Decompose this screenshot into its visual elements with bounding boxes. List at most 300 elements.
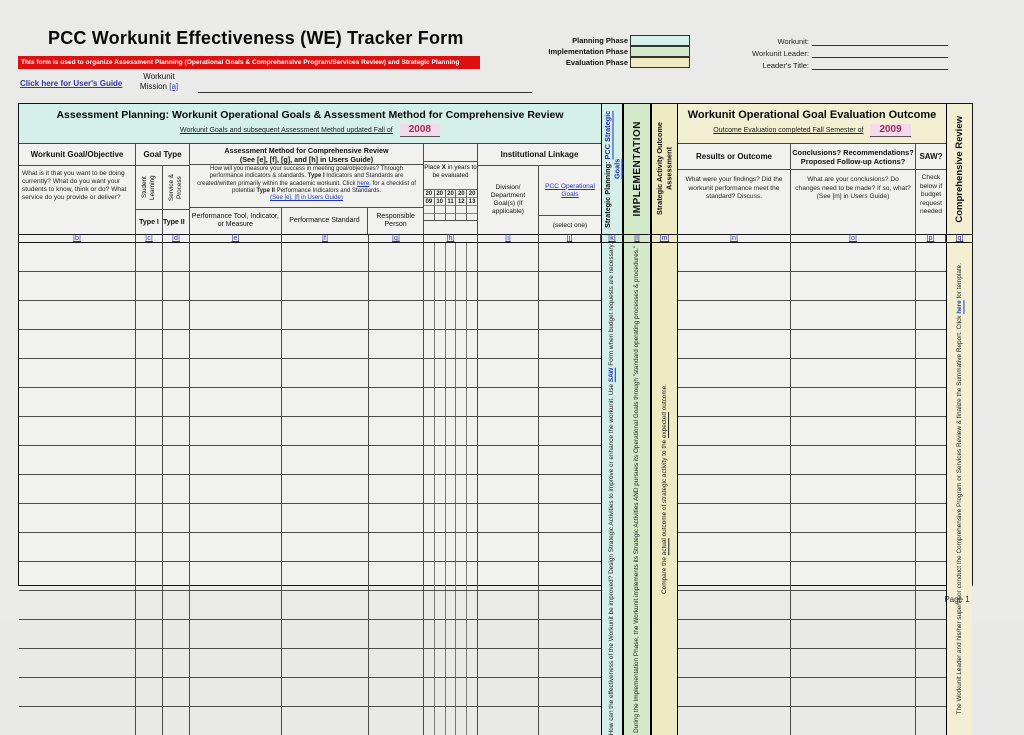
type2-cell[interactable] <box>163 504 190 532</box>
responsible-person-cell[interactable] <box>369 591 424 619</box>
table-row <box>678 446 946 475</box>
responsible-person-cell[interactable] <box>369 417 424 445</box>
responsible-person-cell[interactable] <box>369 301 424 329</box>
evaluation-outcome-title: Workunit Operational Goal Evaluation Outcome <box>687 109 937 121</box>
table-row <box>19 620 601 649</box>
ref-f[interactable]: [f] <box>282 235 369 242</box>
type2-cell[interactable] <box>163 649 190 677</box>
saw-cell[interactable] <box>916 649 946 677</box>
ref-l[interactable]: [l] <box>623 235 651 242</box>
assessment-method-desc: How will you measure your success in meeting goal/objectives? Through performance indicators & standards. Type I Indicators and Standards are created/written primarily within the academic workunit. Click here. for a checklist of potential Type II Performance Indicators and Standards. (See [e], [f] in Users Guide) <box>190 165 423 208</box>
performance-tool-cell[interactable] <box>190 649 282 677</box>
results-cell[interactable] <box>678 649 791 677</box>
comprehensive-review-stripe <box>946 104 972 234</box>
performance-standard-cell[interactable] <box>282 707 369 735</box>
performance-standard-header: Performance Standard <box>282 208 369 234</box>
performance-tool-cell[interactable] <box>190 446 282 474</box>
division-goal-cell[interactable] <box>478 330 539 358</box>
institutional-linkage-header: Institutional Linkage <box>478 144 601 166</box>
conclusions-cell[interactable] <box>791 301 916 329</box>
responsible-person-cell[interactable] <box>369 504 424 532</box>
conclusions-cell[interactable] <box>791 533 916 561</box>
column-assessment-method <box>190 144 424 234</box>
goal-cell[interactable] <box>19 301 136 329</box>
type2-cell[interactable] <box>163 678 190 706</box>
conclusions-cell[interactable] <box>791 446 916 474</box>
outcome-assessment-stripe <box>651 104 678 234</box>
service-process-label: Service & Process <box>168 174 183 201</box>
year-cells[interactable] <box>424 359 478 387</box>
table-row <box>19 591 601 620</box>
pcc-goal-cell[interactable] <box>539 504 601 532</box>
student-learning-label: Student Learning <box>136 166 163 209</box>
saw-cell[interactable] <box>916 533 946 561</box>
type2-cell[interactable] <box>163 475 190 503</box>
performance-standard-cell[interactable] <box>282 504 369 532</box>
saw-cell[interactable] <box>916 707 946 735</box>
table-row <box>678 649 946 678</box>
goal-cell[interactable] <box>19 330 136 358</box>
year-cells[interactable] <box>424 620 478 648</box>
performance-tool-cell[interactable] <box>190 678 282 706</box>
pcc-goal-cell[interactable] <box>539 620 601 648</box>
responsible-person-cell[interactable] <box>369 678 424 706</box>
goal-cell[interactable] <box>19 417 136 445</box>
results-cell[interactable] <box>678 562 791 590</box>
year-cells[interactable] <box>424 272 478 300</box>
performance-tool-cell[interactable] <box>190 707 282 735</box>
type2-cell[interactable] <box>163 301 190 329</box>
type1-cell[interactable] <box>136 678 163 706</box>
goal-cell[interactable] <box>19 533 136 561</box>
type1-cell[interactable] <box>136 417 163 445</box>
conclusions-cell[interactable] <box>791 620 916 648</box>
planning-body-grid <box>19 243 601 735</box>
results-cell[interactable] <box>678 504 791 532</box>
results-cell[interactable] <box>678 243 791 271</box>
performance-tool-cell[interactable] <box>190 620 282 648</box>
goal-objective-header: Workunit Goal/Objective <box>19 144 135 166</box>
results-cell[interactable] <box>678 707 791 735</box>
ref-d[interactable]: [d] <box>163 235 190 242</box>
type1-cell[interactable] <box>136 359 163 387</box>
year-columns <box>424 189 477 220</box>
results-cell[interactable] <box>678 417 791 445</box>
year-cells[interactable] <box>424 533 478 561</box>
responsible-person-cell[interactable] <box>369 243 424 271</box>
performance-tool-cell[interactable] <box>190 359 282 387</box>
performance-tool-cell[interactable] <box>190 272 282 300</box>
type2-label: Type II <box>163 218 185 226</box>
goal-cell[interactable] <box>19 562 136 590</box>
conclusions-cell[interactable] <box>791 649 916 677</box>
saw-cell[interactable] <box>916 446 946 474</box>
saw-cell[interactable] <box>916 475 946 503</box>
evaluation-phase-cell[interactable] <box>630 57 690 68</box>
type1-cell[interactable] <box>136 533 163 561</box>
table-row <box>19 475 601 504</box>
type2-cell[interactable] <box>163 620 190 648</box>
goal-cell[interactable] <box>19 649 136 677</box>
year-cells[interactable] <box>424 388 478 416</box>
performance-tool-cell[interactable] <box>190 533 282 561</box>
performance-standard-cell[interactable] <box>282 417 369 445</box>
leader-input-line[interactable] <box>812 48 948 58</box>
saw-desc: Check below if budget request needed <box>919 174 943 215</box>
type2-cell[interactable] <box>163 243 190 271</box>
conclusions-cell[interactable] <box>791 388 916 416</box>
division-goal-cell[interactable] <box>478 243 539 271</box>
type2-cell[interactable] <box>163 591 190 619</box>
type1-cell[interactable] <box>136 475 163 503</box>
users-guide-link[interactable]: Click here for User's Guide <box>20 79 123 88</box>
performance-tool-cell[interactable] <box>190 591 282 619</box>
type2-cell[interactable] <box>163 417 190 445</box>
conclusions-cell[interactable] <box>791 330 916 358</box>
conclusions-cell[interactable] <box>791 272 916 300</box>
year-cells[interactable] <box>424 475 478 503</box>
pcc-goal-cell[interactable] <box>539 591 601 619</box>
mission-ref-link[interactable]: [a] <box>169 82 179 91</box>
type1-cell[interactable] <box>136 707 163 735</box>
results-cell[interactable] <box>678 301 791 329</box>
year-cells[interactable] <box>424 504 478 532</box>
table-row <box>19 533 601 562</box>
results-cell[interactable] <box>678 272 791 300</box>
comprehensive-review-header: Comprehensive Review <box>953 115 965 223</box>
results-cell[interactable] <box>678 330 791 358</box>
table-row <box>678 330 946 359</box>
goal-cell[interactable] <box>19 272 136 300</box>
evaluation-year-cell[interactable]: 2009 <box>870 124 910 137</box>
strategic-planning-note: How can the effectiveness of the Workunit be improved? Design Strategic Activities to improve or enhance the workunit. Use SAW Form when budget requests are necessary. <box>608 243 616 735</box>
pcc-goal-cell[interactable] <box>539 388 601 416</box>
pcc-goal-cell[interactable] <box>539 330 601 358</box>
results-cell[interactable] <box>678 533 791 561</box>
performance-standard-cell[interactable] <box>282 678 369 706</box>
division-goal-cell[interactable] <box>478 562 539 590</box>
pcc-goal-cell[interactable] <box>539 562 601 590</box>
saw-cell[interactable] <box>916 243 946 271</box>
table-row <box>678 388 946 417</box>
performance-tool-cell[interactable] <box>190 301 282 329</box>
results-cell[interactable] <box>678 475 791 503</box>
type1-cell[interactable] <box>136 504 163 532</box>
division-goals-header: Division/ Department Goal(s) (if applicable) <box>478 166 539 234</box>
performance-standard-cell[interactable] <box>282 533 369 561</box>
evaluation-phase-label: Evaluation Phase <box>565 58 628 67</box>
year-cells[interactable] <box>424 301 478 329</box>
ref-j[interactable]: [j] <box>539 235 601 242</box>
division-goal-cell[interactable] <box>478 417 539 445</box>
year-2011: 2011 <box>446 190 457 220</box>
division-goal-cell[interactable] <box>478 475 539 503</box>
conclusions-cell[interactable] <box>791 475 916 503</box>
year-cells[interactable] <box>424 243 478 271</box>
saw-header: SAW? <box>916 144 946 170</box>
performance-standard-cell[interactable] <box>282 620 369 648</box>
year-cells[interactable] <box>424 446 478 474</box>
pcc-strategic-goals-link[interactable]: PCC Strategic Goals <box>602 110 621 180</box>
table-row <box>678 359 946 388</box>
year-cells[interactable] <box>424 417 478 445</box>
type1-cell[interactable] <box>136 620 163 648</box>
performance-standard-cell[interactable] <box>282 330 369 358</box>
saw-cell[interactable] <box>916 359 946 387</box>
ref-h[interactable]: [h] <box>424 235 478 242</box>
strategic-planning-stripe: Strategic Planning: PCC Strategic Goals <box>601 104 623 234</box>
performance-tool-cell[interactable] <box>190 475 282 503</box>
table-row <box>19 562 601 591</box>
evaluation-outcome-band <box>678 104 946 144</box>
pcc-goal-cell[interactable] <box>539 475 601 503</box>
ref-n[interactable]: [n] <box>678 235 791 242</box>
results-cell[interactable] <box>678 359 791 387</box>
table-row <box>678 562 946 591</box>
results-header: Results or Outcome <box>678 144 790 170</box>
results-cell[interactable] <box>678 591 791 619</box>
responsible-person-cell[interactable] <box>369 446 424 474</box>
ref-c[interactable]: [c] <box>136 235 163 242</box>
performance-standard-cell[interactable] <box>282 388 369 416</box>
performance-tool-cell[interactable] <box>190 388 282 416</box>
saw-cell[interactable] <box>916 301 946 329</box>
responsible-person-cell[interactable] <box>369 533 424 561</box>
column-institutional-linkage <box>478 144 601 234</box>
saw-cell[interactable] <box>916 330 946 358</box>
table-row <box>19 243 601 272</box>
ref-i[interactable]: [i] <box>478 235 539 242</box>
year-cells[interactable] <box>424 330 478 358</box>
saw-cell[interactable] <box>916 562 946 590</box>
pcc-goal-cell[interactable] <box>539 417 601 445</box>
goal-cell[interactable] <box>19 243 136 271</box>
leader-title-input-line[interactable] <box>812 60 948 70</box>
table-row <box>19 330 601 359</box>
type2-cell[interactable] <box>163 272 190 300</box>
year-cells[interactable] <box>424 562 478 590</box>
table-row <box>678 272 946 301</box>
page-title: PCC Workunit Effectiveness (WE) Tracker Form <box>48 28 464 48</box>
table-row <box>19 707 601 735</box>
ref-k[interactable]: [k] <box>601 235 623 242</box>
type2-cell[interactable] <box>163 330 190 358</box>
ref-m[interactable]: [m] <box>651 235 678 242</box>
type2-cell[interactable] <box>163 388 190 416</box>
saw-form-link[interactable]: SAW <box>608 367 616 383</box>
performance-standard-cell[interactable] <box>282 272 369 300</box>
year-cells[interactable] <box>424 649 478 677</box>
performance-standard-cell[interactable] <box>282 446 369 474</box>
results-cell[interactable] <box>678 388 791 416</box>
pcc-goal-cell[interactable] <box>539 678 601 706</box>
goal-cell[interactable] <box>19 504 136 532</box>
ref-e[interactable]: [e] <box>190 235 282 242</box>
performance-tool-cell[interactable] <box>190 417 282 445</box>
outcome-assessment-header: Strategic Activity Outcome Assessment <box>655 122 674 216</box>
performance-tool-cell[interactable] <box>190 504 282 532</box>
division-goal-cell[interactable] <box>478 620 539 648</box>
pcc-goal-cell[interactable] <box>539 707 601 735</box>
ref-o[interactable]: [o] <box>791 235 916 242</box>
planning-phase-label: Planning Phase <box>572 36 628 45</box>
division-goal-cell[interactable] <box>478 446 539 474</box>
responsible-person-cell[interactable] <box>369 707 424 735</box>
responsible-person-cell[interactable] <box>369 620 424 648</box>
pcc-goal-cell[interactable] <box>539 272 601 300</box>
strategic-planning-note-stripe <box>601 243 623 735</box>
saw-cell[interactable] <box>916 417 946 445</box>
table-row <box>678 475 946 504</box>
goal-cell[interactable] <box>19 359 136 387</box>
responsible-person-cell[interactable] <box>369 562 424 590</box>
pcc-goal-cell[interactable] <box>539 359 601 387</box>
workunit-input-line[interactable] <box>812 36 948 46</box>
conclusions-cell[interactable] <box>791 707 916 735</box>
conclusions-cell[interactable] <box>791 417 916 445</box>
ref-p[interactable]: [p] <box>916 235 946 242</box>
table-row <box>19 359 601 388</box>
saw-cell[interactable] <box>916 678 946 706</box>
goal-cell[interactable] <box>19 388 136 416</box>
type1-cell[interactable] <box>136 330 163 358</box>
implementation-phase-cell[interactable] <box>630 46 690 57</box>
leader-title-field-label: Leader's Title: <box>762 61 809 70</box>
saw-cell[interactable] <box>916 504 946 532</box>
outcome-assessment-note-stripe <box>651 243 678 735</box>
division-goal-cell[interactable] <box>478 678 539 706</box>
type1-cell[interactable] <box>136 562 163 590</box>
mission-input-line[interactable] <box>198 75 532 93</box>
column-years <box>424 144 478 234</box>
ref-g[interactable]: [g] <box>369 235 424 242</box>
type2-cell[interactable] <box>163 562 190 590</box>
conclusions-cell[interactable] <box>791 678 916 706</box>
goal-cell[interactable] <box>19 678 136 706</box>
ref-b[interactable]: [b] <box>19 235 136 242</box>
type1-cell[interactable] <box>136 272 163 300</box>
year-2010: 2010 <box>435 190 446 220</box>
implementation-note: During the Implementation Phase, the Workunit implements its Strategic Activities AND pursues its Operational Goals through "standard operating processes & procedures." <box>633 245 641 733</box>
performance-tool-cell[interactable] <box>190 330 282 358</box>
planning-year-cell[interactable]: 2008 <box>400 124 440 137</box>
template-link[interactable]: here <box>955 300 963 315</box>
responsible-person-cell[interactable] <box>369 475 424 503</box>
responsible-person-cell[interactable] <box>369 272 424 300</box>
comprehensive-review-note-stripe <box>946 243 972 735</box>
type1-cell[interactable] <box>136 591 163 619</box>
conclusions-cell[interactable] <box>791 243 916 271</box>
performance-standard-cell[interactable] <box>282 649 369 677</box>
see-ef-users-guide-link[interactable]: (See [e], [f] in Users Guide) <box>270 195 343 202</box>
table-row <box>678 620 946 649</box>
table-row <box>19 649 601 678</box>
conclusions-cell[interactable] <box>791 562 916 590</box>
type2-cell[interactable] <box>163 446 190 474</box>
type1-cell[interactable] <box>136 388 163 416</box>
pcc-goal-cell[interactable] <box>539 649 601 677</box>
division-goal-cell[interactable] <box>478 504 539 532</box>
ref-q[interactable]: [q] <box>946 235 972 242</box>
division-goal-cell[interactable] <box>478 533 539 561</box>
planning-phase-cell[interactable] <box>630 35 690 46</box>
performance-tool-cell[interactable] <box>190 243 282 271</box>
pcc-goal-cell[interactable] <box>539 446 601 474</box>
type1-cell[interactable] <box>136 243 163 271</box>
results-cell[interactable] <box>678 678 791 706</box>
goal-objective-desc: What is it that you want to be doing currently? What do you want your students to know, think or do? What service do you provide or deliver? <box>22 170 127 201</box>
type1-cell[interactable] <box>136 446 163 474</box>
page-number: Page 1 <box>944 595 970 604</box>
conclusions-cell[interactable] <box>791 591 916 619</box>
pcc-goal-cell[interactable] <box>539 243 601 271</box>
conclusions-cell[interactable] <box>791 504 916 532</box>
goal-type-header: Goal Type <box>136 144 189 166</box>
results-cell[interactable] <box>678 446 791 474</box>
goal-cell[interactable] <box>19 475 136 503</box>
division-goal-cell[interactable] <box>478 359 539 387</box>
performance-standard-cell[interactable] <box>282 591 369 619</box>
planning-subtitle: Workunit Goals and subsequent Assessment Method updated Fall of <box>180 127 393 134</box>
division-goal-cell[interactable] <box>478 301 539 329</box>
checklist-link[interactable]: here <box>357 180 370 187</box>
performance-standard-cell[interactable] <box>282 243 369 271</box>
table-row <box>19 272 601 301</box>
division-goal-cell[interactable] <box>478 388 539 416</box>
implementation-phase-label: Implementation Phase <box>548 47 628 56</box>
type2-cell[interactable] <box>163 359 190 387</box>
performance-standard-cell[interactable] <box>282 301 369 329</box>
responsible-person-cell[interactable] <box>369 388 424 416</box>
performance-standard-cell[interactable] <box>282 562 369 590</box>
saw-cell[interactable] <box>916 620 946 648</box>
type1-cell[interactable] <box>136 649 163 677</box>
table-row <box>19 417 601 446</box>
type1-cell[interactable] <box>136 301 163 329</box>
place-x-label: Place X in years to be evaluated <box>424 164 477 179</box>
year-cells[interactable] <box>424 678 478 706</box>
pcc-goal-cell[interactable] <box>539 301 601 329</box>
year-cells[interactable] <box>424 591 478 619</box>
goal-cell[interactable] <box>19 446 136 474</box>
division-goal-cell[interactable] <box>478 649 539 677</box>
type2-cell[interactable] <box>163 707 190 735</box>
responsible-person-cell[interactable] <box>369 359 424 387</box>
performance-standard-cell[interactable] <box>282 359 369 387</box>
pcc-operational-goals-link[interactable]: PCC Operational Goals <box>545 182 595 198</box>
goal-cell[interactable] <box>19 620 136 648</box>
performance-tool-cell[interactable] <box>190 562 282 590</box>
column-results <box>678 144 791 234</box>
year-cells[interactable] <box>424 707 478 735</box>
type2-cell[interactable] <box>163 533 190 561</box>
division-goal-cell[interactable] <box>478 272 539 300</box>
saw-cell[interactable] <box>916 272 946 300</box>
conclusions-cell[interactable] <box>791 359 916 387</box>
results-cell[interactable] <box>678 620 791 648</box>
table-row <box>19 388 601 417</box>
responsible-person-cell[interactable] <box>369 330 424 358</box>
reference-letter-row <box>19 234 972 243</box>
division-goal-cell[interactable] <box>478 591 539 619</box>
division-goal-cell[interactable] <box>478 707 539 735</box>
saw-cell[interactable] <box>916 388 946 416</box>
pcc-goal-cell[interactable] <box>539 533 601 561</box>
goal-cell[interactable] <box>19 707 136 735</box>
goal-cell[interactable] <box>19 591 136 619</box>
performance-standard-cell[interactable] <box>282 475 369 503</box>
responsible-person-cell[interactable] <box>369 649 424 677</box>
